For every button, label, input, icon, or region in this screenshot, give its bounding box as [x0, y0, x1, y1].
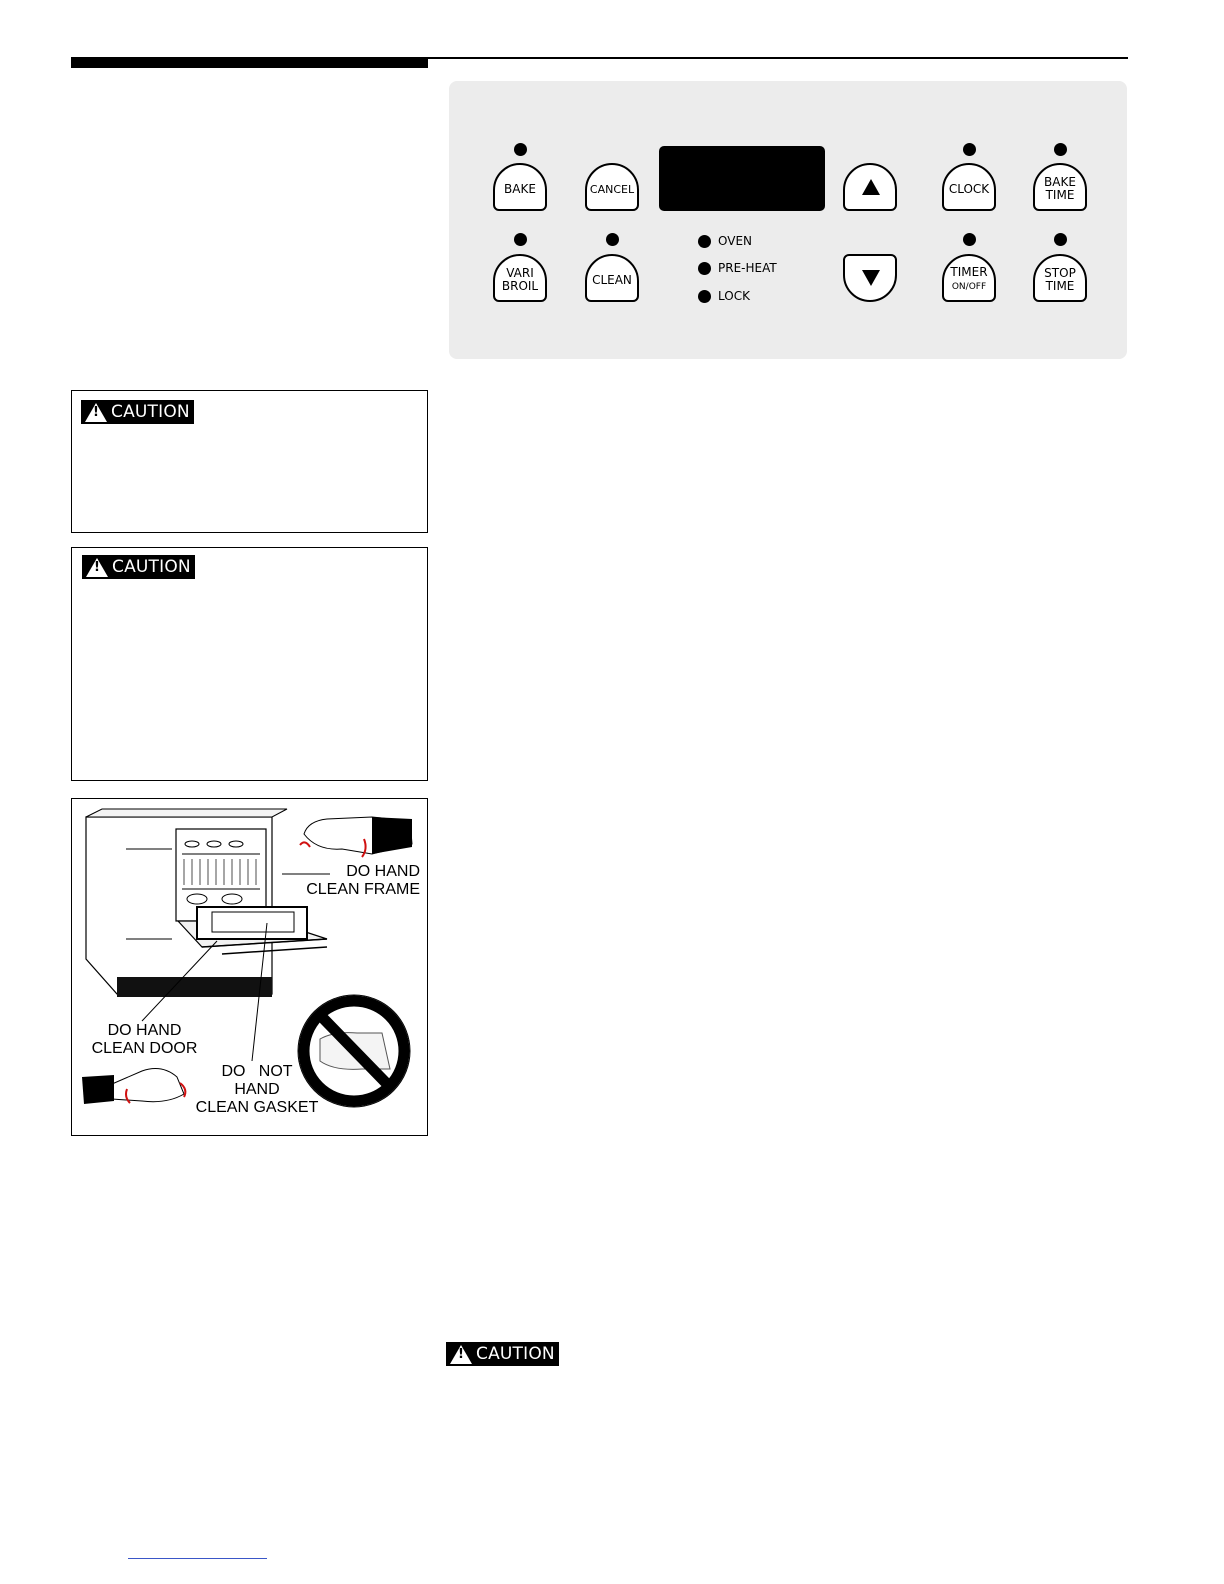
control-panel: [449, 81, 1127, 359]
stop-time-led: [1054, 233, 1067, 246]
bake-time-button[interactable]: BAKE TIME: [1033, 163, 1087, 211]
oven-cleaning-figure: [71, 798, 428, 1136]
vari-broil-led: [514, 233, 527, 246]
lock-indicator: LOCK: [698, 289, 750, 303]
header-rule-thick: [71, 57, 428, 68]
timer-button[interactable]: TIMER ON/OFF: [942, 254, 996, 302]
door-label: DO HAND CLEAN DOOR: [91, 1022, 198, 1057]
up-arrow-icon: [862, 179, 880, 195]
preheat-indicator-light: [698, 262, 711, 275]
timer-led: [963, 233, 976, 246]
gasket-label: DO NOT HAND CLEAN GASKET: [195, 1063, 319, 1116]
preheat-indicator: PRE-HEAT: [698, 261, 777, 275]
caution-badge: ! CAUTION: [82, 555, 195, 579]
caution-box-2: [71, 547, 428, 781]
caution-badge: ! CAUTION: [81, 400, 194, 424]
warning-icon: [450, 1345, 472, 1364]
warning-icon: [86, 558, 108, 577]
clean-led: [606, 233, 619, 246]
clean-button[interactable]: CLEAN: [585, 254, 639, 302]
clock-button[interactable]: CLOCK: [942, 163, 996, 211]
clock-led: [963, 143, 976, 156]
bake-time-led: [1054, 143, 1067, 156]
header-rule-thin: [428, 57, 1128, 59]
up-arrow-button[interactable]: [843, 163, 897, 211]
bake-led: [514, 143, 527, 156]
oven-indicator: OVEN: [698, 234, 752, 248]
oven-indicator-light: [698, 235, 711, 248]
vari-broil-button[interactable]: VARI BROIL: [493, 254, 547, 302]
lock-indicator-light: [698, 290, 711, 303]
frame-label: DO HAND CLEAN FRAME: [306, 863, 420, 898]
bake-button[interactable]: BAKE: [493, 163, 547, 211]
down-arrow-icon: [862, 270, 880, 286]
caution-box-1: [71, 390, 428, 533]
warning-icon: [85, 403, 107, 422]
cancel-button[interactable]: CANCEL: [585, 163, 639, 211]
caution-badge: ! CAUTION: [446, 1342, 559, 1366]
stop-time-button[interactable]: STOP TIME: [1033, 254, 1087, 302]
oven-display: [659, 146, 825, 211]
footer-rule: [128, 1558, 267, 1559]
